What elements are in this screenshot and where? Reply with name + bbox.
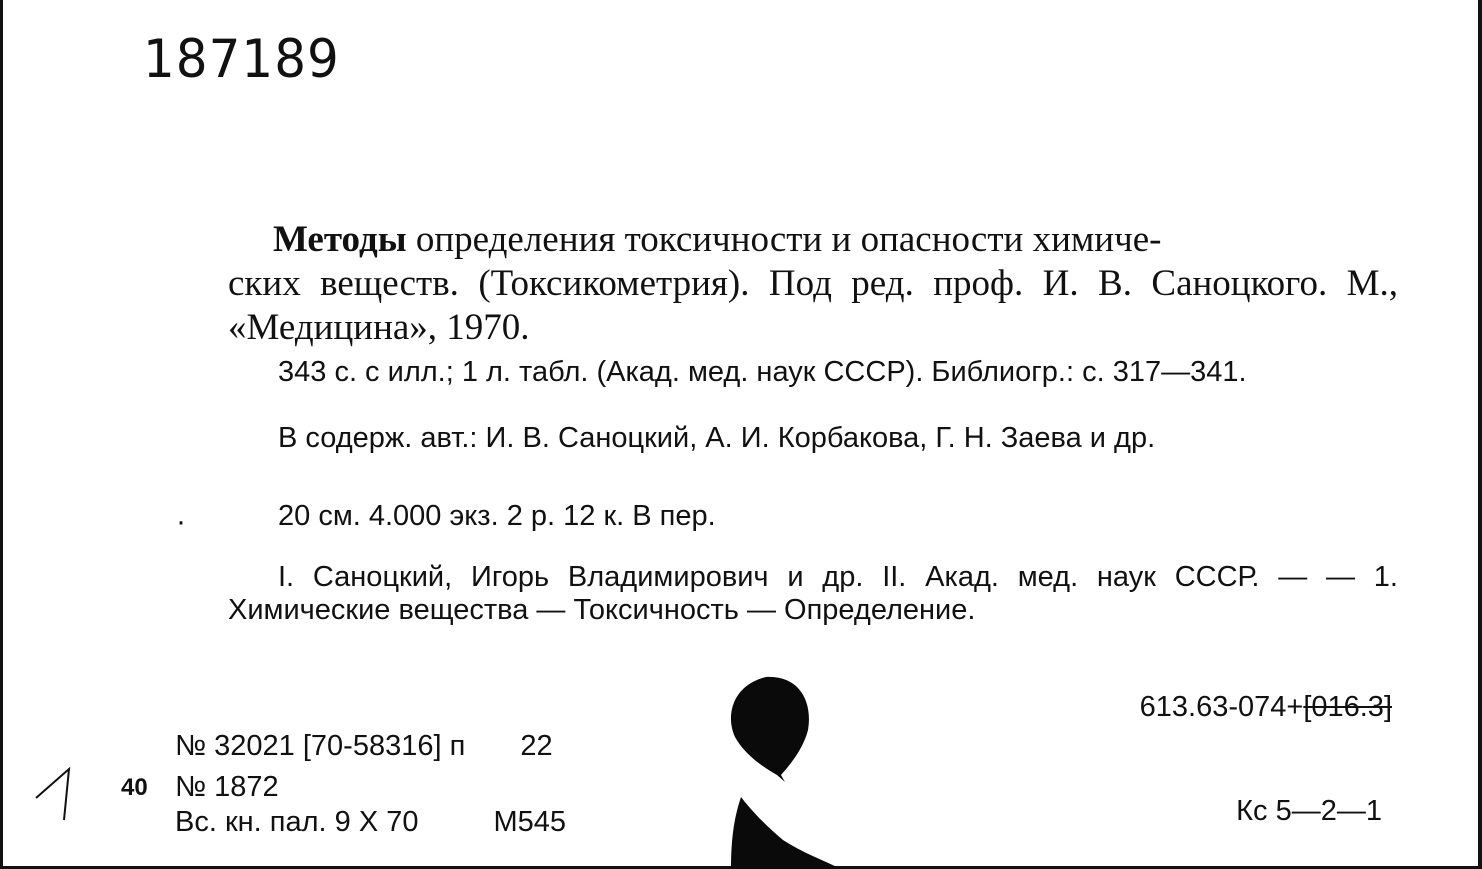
- handwritten-number: 187189: [143, 28, 340, 90]
- format-text: 20 см. 4.000 экз. 2 р. 12 к. В пер.: [278, 500, 716, 532]
- record-code: 22: [520, 730, 553, 762]
- bottom-line-1: [175, 730, 553, 763]
- margin-dot: ·: [176, 505, 186, 538]
- format-description: [228, 500, 1398, 533]
- title-line1: определения токсичности и опасности химиче-: [406, 219, 1162, 260]
- index-code: Кс 5—2—1: [1236, 795, 1382, 827]
- bottom-line-3: [175, 806, 566, 839]
- punch-hole-mark: [703, 675, 843, 865]
- record-number: № 32021 [70-58316] п: [175, 730, 466, 762]
- pages-description: [228, 356, 1398, 389]
- secondary-number: № 1872: [175, 771, 279, 803]
- subjects: [228, 561, 1398, 627]
- classification-code: [1140, 691, 1392, 724]
- title-bold-word: Методы: [273, 219, 407, 260]
- subjects-text: I. Саноцкий, Игорь Владимирович и др. II. Акад. мед. наук СССР. — — 1. Химические вещества — Токсичность — Определение.: [228, 561, 1398, 626]
- title-rest: ских веществ. (Токсикометрия). Под ред. проф. И. В. Саноцкого. М., «Медицина», 1970.: [228, 263, 1398, 348]
- chamber-text: Вс. кн. пал. 9 Х 70: [175, 806, 419, 838]
- contents-description: [228, 422, 1398, 455]
- chamber-code: М545: [493, 806, 567, 838]
- title-first-line: [228, 218, 1398, 262]
- classification-struck: [016.3]: [1303, 691, 1392, 723]
- contents-text: В содерж. авт.: И. В. Саноцкий, А. И. Корбакова, Г. Н. Заева и др.: [278, 422, 1156, 454]
- page-number: 40: [121, 774, 148, 801]
- title-block: [228, 218, 1398, 350]
- pages-text: 343 с. с илл.; 1 л. табл. (Акад. мед. наук СССР). Библиогр.: с. 317—341.: [278, 356, 1247, 388]
- handwritten-corner-mark: [33, 765, 78, 825]
- classification-main: 613.63-074+: [1139, 691, 1304, 723]
- bottom-line-2: [175, 771, 279, 804]
